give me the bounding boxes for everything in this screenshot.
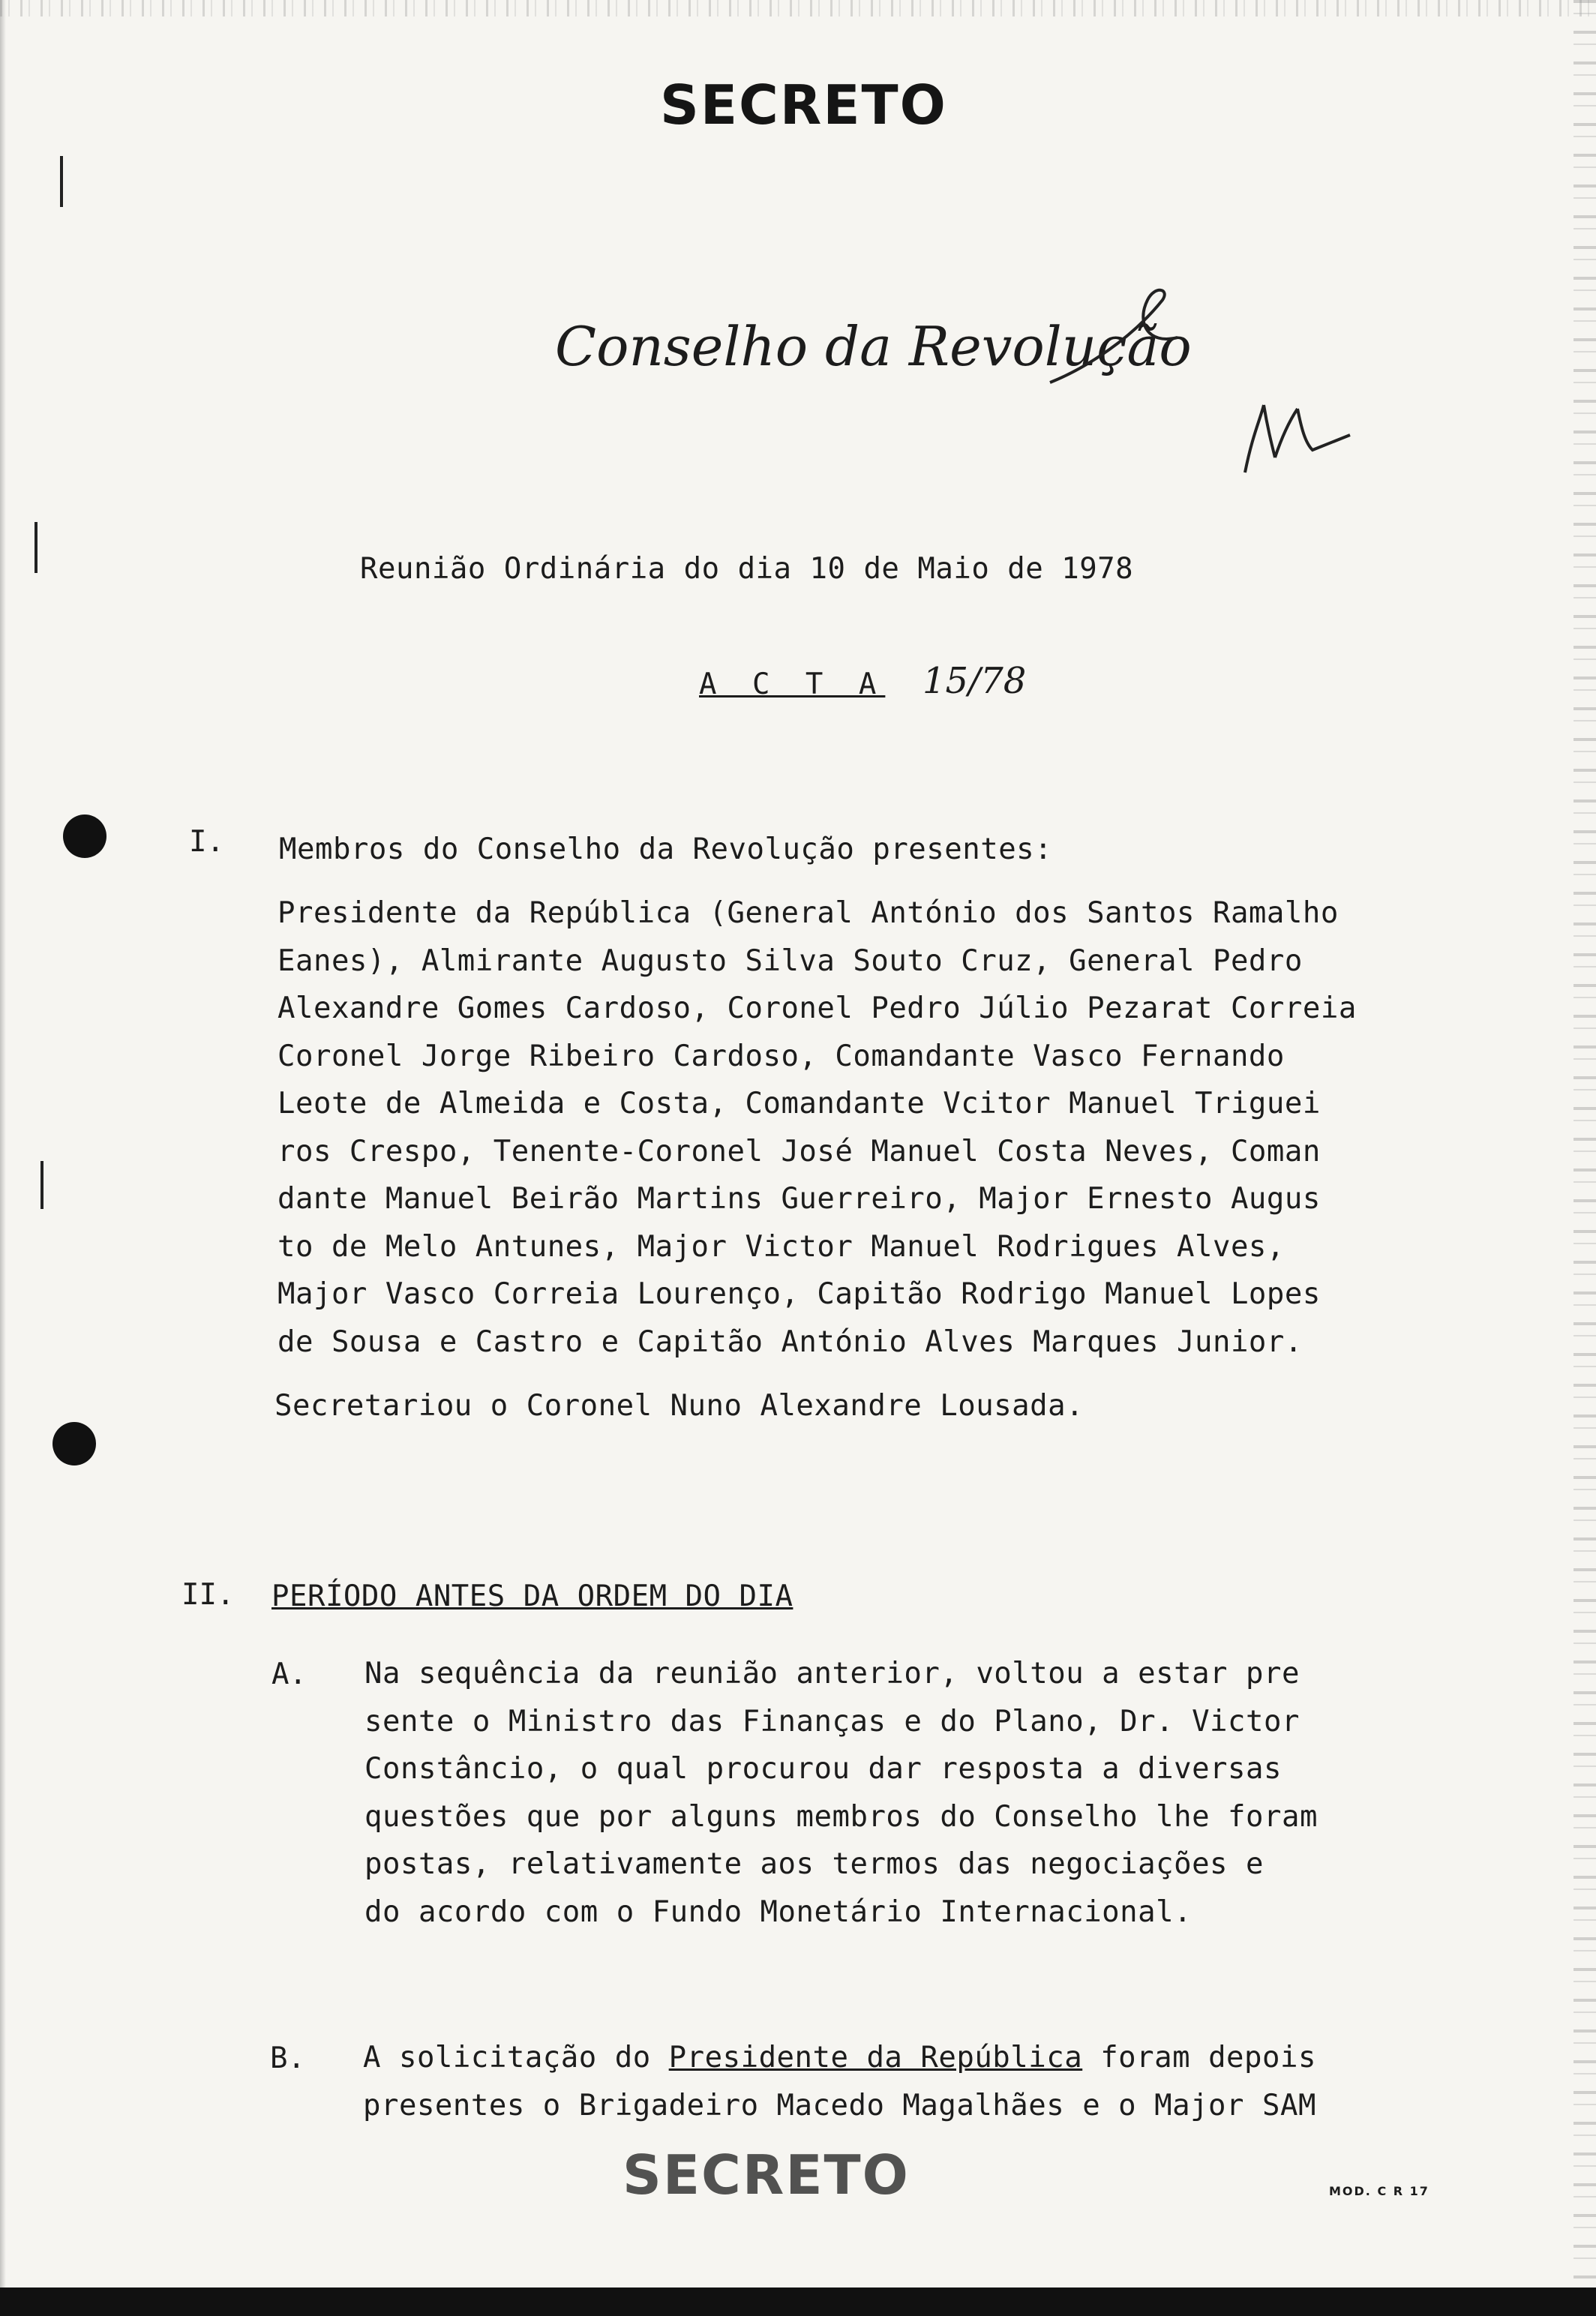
- scan-edge-bottom: [0, 2288, 1596, 2316]
- item-a-line: Na sequência da reunião anterior, voltou a estar pre: [364, 1657, 1300, 1690]
- secret-stamp-top: SECRETO: [660, 74, 947, 136]
- secretary-line: Secretariou o Coronel Nuno Alexandre Lousada.: [274, 1389, 1084, 1423]
- margin-mark: [40, 1161, 44, 1209]
- secret-stamp-bottom: SECRETO: [622, 2144, 910, 2206]
- members-line: Eanes), Almirante Augusto Silva Souto Cruz, General Pedro: [278, 944, 1303, 978]
- president-reference: Presidente da República: [668, 2041, 1083, 2074]
- item-a-line: sente o Ministro das Finanças e do Plano, Dr. Victor: [364, 1704, 1300, 1738]
- item-b-label: B.: [270, 2042, 305, 2075]
- section-1-heading: Membros do Conselho da Revolução presentes:: [279, 832, 1053, 866]
- punch-hole: [63, 814, 106, 858]
- members-line: ros Crespo, Tenente-Coronel José Manuel Costa Neves, Coman: [278, 1134, 1321, 1168]
- item-b-line: [363, 2034, 1316, 2082]
- members-line: Alexandre Gomes Cardoso, Coronel Pedro Júlio Pezarat Correia: [278, 992, 1357, 1025]
- members-line: to de Melo Antunes, Major Victor Manuel Rodrigues Alves,: [278, 1229, 1285, 1264]
- item-b-text: [363, 2034, 1316, 2129]
- handwritten-signature: [1230, 390, 1365, 488]
- margin-mark: [34, 522, 38, 573]
- item-b-suffix: foram depois: [1082, 2041, 1316, 2074]
- item-b-prefix: A solicitação do: [363, 2041, 669, 2074]
- punch-hole: [52, 1422, 96, 1466]
- handwritten-flourish: [1042, 270, 1222, 390]
- members-list: [278, 890, 1357, 1366]
- members-line: Presidente da República (General António dos Santos Ramalho: [278, 896, 1339, 930]
- item-a-line: postas, relativamente aos termos das negociações e: [364, 1847, 1264, 1881]
- item-a-line: questões que por alguns membros do Conselho lhe foram: [364, 1799, 1318, 1834]
- item-a-label: A.: [272, 1658, 307, 1691]
- members-line: dante Manuel Beirão Martins Guerreiro, Major Ernesto Augus: [278, 1182, 1321, 1216]
- members-line: de Sousa e Castro e Capitão António Alves Marques Junior.: [278, 1324, 1303, 1359]
- section-number-1: I.: [189, 825, 224, 859]
- scan-edge-right: [1574, 0, 1596, 2316]
- acta-label: A C T A: [699, 668, 886, 701]
- members-line: Leote de Almeida e Costa, Comandante Vcitor Manuel Triguei: [278, 1087, 1321, 1120]
- members-line: Major Vasco Correia Lourenço, Capitão Rodrigo Manuel Lopes: [278, 1277, 1321, 1311]
- item-a-text: [364, 1650, 1318, 1936]
- section-number-2: II.: [182, 1578, 235, 1612]
- scan-edge-top: [0, 0, 1596, 16]
- council-title: Conselho da Revolução: [555, 315, 1192, 378]
- item-a-line: do acordo com o Fundo Monetário Internacional.: [364, 1894, 1192, 1929]
- form-code: MOD. C R 17: [1329, 2184, 1430, 2198]
- members-line: Coronel Jorge Ribeiro Cardoso, Comandante Vasco Fernando: [278, 1039, 1285, 1073]
- item-b-line: presentes o Brigadeiro Macedo Magalhães e o Major SAM: [363, 2088, 1316, 2122]
- margin-mark: [60, 156, 63, 207]
- item-a-line: Constâncio, o qual procurou dar resposta a diversas: [364, 1752, 1282, 1786]
- scan-edge-left: [0, 0, 6, 2316]
- section-2-heading: PERÍODO ANTES DA ORDEM DO DIA: [272, 1580, 794, 1613]
- meeting-line: Reunião Ordinária do dia 10 de Maio de 1978: [360, 552, 1134, 586]
- acta-number: 15/78: [922, 660, 1027, 702]
